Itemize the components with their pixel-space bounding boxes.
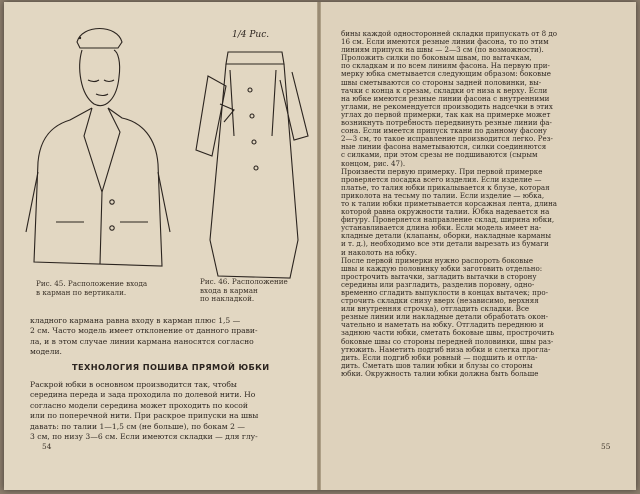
- page-number-right: 55: [601, 442, 611, 451]
- left-page: [4, 2, 317, 490]
- figure-45-illustration: [22, 22, 172, 292]
- right-body-paragraph: [341, 30, 619, 378]
- figure-area: [22, 22, 312, 318]
- figure-45-caption: Рис. 45. Расположение входа в карман по вертикали.: [36, 279, 148, 297]
- figure-scale-mark: 1/4 Рис.: [232, 30, 270, 40]
- page-number-left: 54: [42, 442, 52, 451]
- right-body-text: бины каждой односторонней складки припускать от 8 до 16 см. Если имеются резные линии фасона, то по этим линиям припуск на швы — 2—3 см (по возможности). Проложить силки по боковым швам, по вытачкам, по складкам и по всем линиям фасона. На первую при- мерку юбка сметывается следующим образом: боковые швы сметываются со стороны задней половинки, вы- тачки с конца к срезам, складки от низа к верху. Если на юбке имеются резные линии фасона с внутренними углами, не рекомендуется производить надсечки в этих углах до первой примерки, так как на примерке может возникнуть потребность передвинуть резные линии фа- сона. Если имеется припуск ткани по данному фасону 2—3 см, то такое исправление производится легко. Рез- ные линии фасона наметываются, силки соединяются с силками, при этом срезы не подшиваются (сырым концом, рис. 47). Произвести первую примерку. При первой примерке проверяется посадка всего изделия. Если изделие — платье, то талия юбки прикалывается к блузе, которая приколота на тесьму по талии. Если изделие — юбка, то к талии юбки приметывается корсажная лента, длина которой равна окружности талии. Юбка надевается на фигуру. Проверяется направление склад, ширина юбки, устанавливается длина юбки. Если модель имеет на- кладные детали (клапаны, оборки, накладные карманы и т. д.), необходимо все эти детали вырезать из бумаги и наколоть на юбку. После первой примерки нужно распороть боковые швы и каждую половинку юбки заготовить отдельно: прострочить вытачки, загладить вытачки в сторону середины или разгладить, разделив поровну, одно- временно сгладить выпуклости в концах вытачек; про- строчить складки снизу вверх (независимо, верхняя или внутренняя строчка), отгладить складки. Все резные линии или накладные детали обработать окон- чательно и наметать на юбку. Отгладить переднюю и заднюю части юбки, сметать боковые швы, прострочить боковые швы со стороны передней половинки, швы раз- утюжить. Наметить подгиб низа юбки и слегка прогла- дить. Если подгиб юбки ровный — подшить и отгла- дить. Сметать шов талии юбки и блузы со стороны юбки. Окружность талии юбки должна быть больше: [341, 29, 558, 378]
- section-heading: ТЕХНОЛОГИЯ ПОШИВА ПРЯМОЙ ЮБКИ: [72, 362, 270, 372]
- left-body-paragraph: [30, 380, 296, 442]
- figure-46-caption: Рис. 46. Расположение входа в карман по накладкой.: [200, 277, 288, 303]
- figure-46-skirt-illustration: [190, 40, 310, 290]
- left-top-paragraph: [30, 316, 296, 358]
- left-body-text: Раскрой юбки в основном производится так, чтобы середина переда и зада проходила по долевой нити. Но согласно модели середина может проходить по косой или по поперечной нити. При раскрое припуски на швы давать: по талии 1—1,5 см (не больше), по бокам 2 — 3 см, по низу 3—6 см. Если имеются складки — для глу-: [30, 380, 259, 442]
- open-book: [4, 2, 636, 490]
- right-page: [321, 2, 636, 490]
- left-top-text: кладного кармана равна входу в карман плюс 1,5 — 2 см. Часто модель имеет отклонение от данного прави- ла, и в этом случае линии кармана наносятся согласно модели.: [30, 316, 258, 357]
